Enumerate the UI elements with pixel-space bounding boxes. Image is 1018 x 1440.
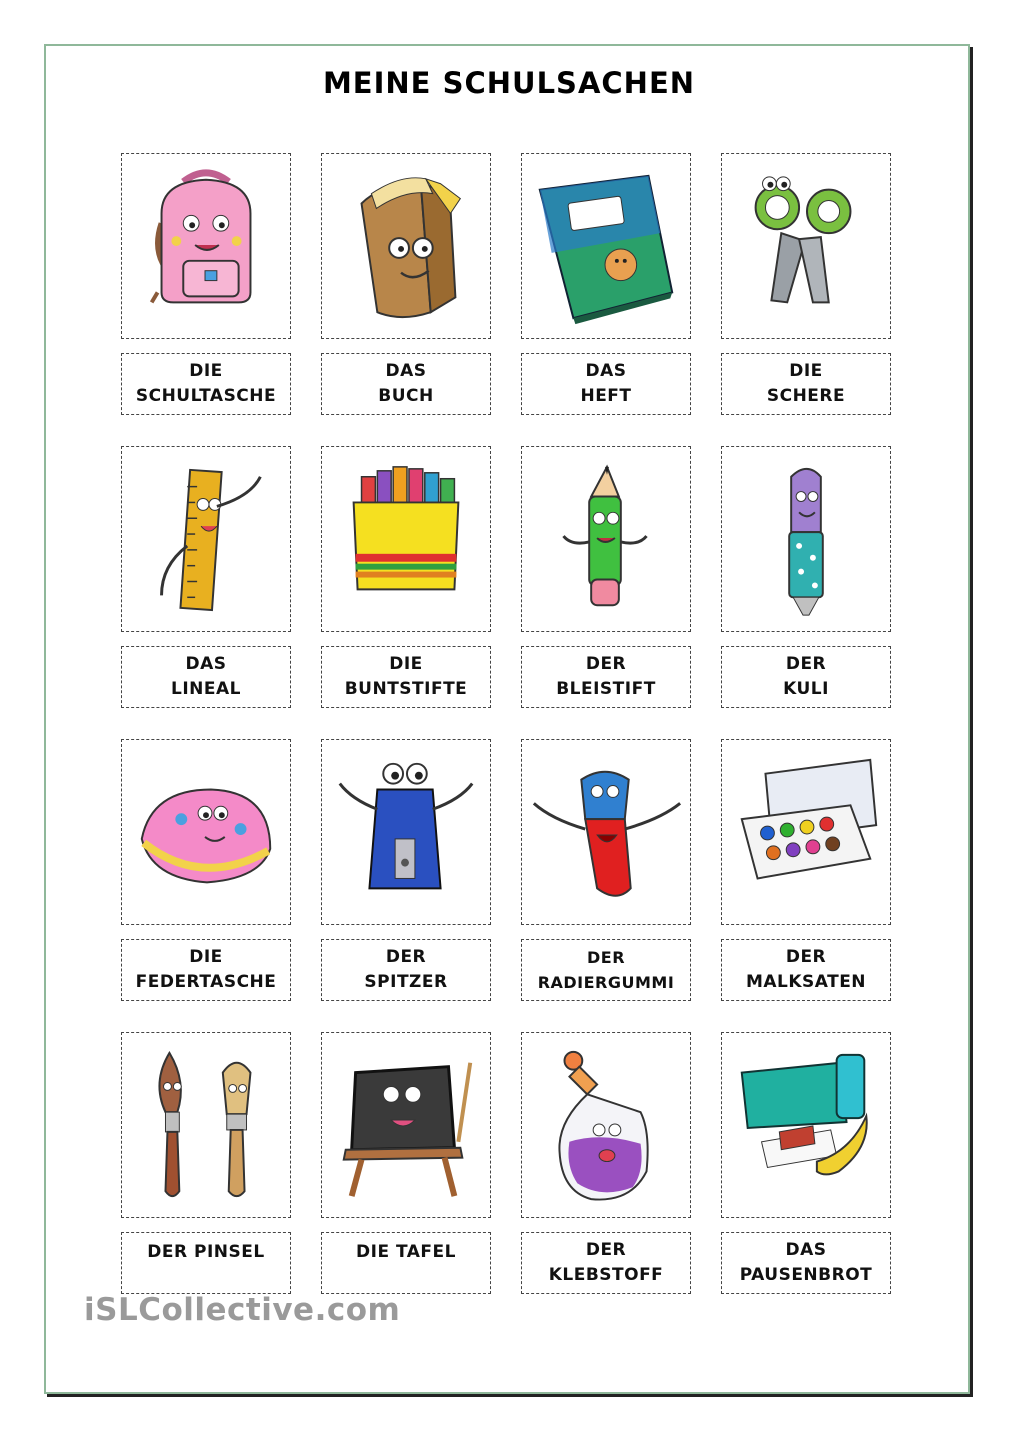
pencil-case-icon [122, 740, 290, 924]
label-line1: DER [586, 948, 626, 967]
label-buch [321, 353, 491, 415]
backpack-icon [122, 154, 290, 338]
label-line1: DIE TAFEL [356, 1242, 456, 1262]
label-line1: DIE [389, 654, 423, 674]
label-buntstifte [321, 646, 491, 708]
label-line1: DAS [185, 654, 227, 674]
pencil-card [521, 446, 691, 632]
scissors-icon [722, 154, 890, 338]
label-pinsel [121, 1232, 291, 1294]
lunch-card [721, 1032, 891, 1218]
label-line1: DER [585, 1240, 627, 1260]
label-line2: BUCH [378, 386, 434, 406]
label-line1: DIE [189, 361, 223, 381]
label-spitzer [321, 939, 491, 1001]
glue-icon [522, 1033, 690, 1217]
glue-card [521, 1032, 691, 1218]
label-bleistift [521, 646, 691, 708]
blackboard-card [321, 1032, 491, 1218]
lunch-icon [722, 1033, 890, 1217]
label-line2: BUNTSTIFTE [344, 679, 468, 699]
paintbrush-icon [122, 1033, 290, 1217]
label-line2: PAUSENBROT [739, 1265, 873, 1285]
label-tafel [321, 1232, 491, 1294]
label-federtasche [121, 939, 291, 1001]
label-line1: DER [785, 654, 827, 674]
book-card [321, 153, 491, 339]
crayons-icon [322, 447, 490, 631]
label-line2: KULI [783, 679, 829, 699]
label-heft [521, 353, 691, 415]
sharpener-card [321, 739, 491, 925]
label-schere [721, 353, 891, 415]
label-line2: FEDERTASCHE [135, 972, 277, 992]
sharpener-icon [322, 740, 490, 924]
label-kuli [721, 646, 891, 708]
page-title: MEINE SCHULSACHEN [322, 66, 696, 100]
paint-box-card [721, 739, 891, 925]
label-line1: DER [385, 947, 427, 967]
label-line2: SCHULTASCHE [135, 386, 277, 406]
ruler-card [121, 446, 291, 632]
label-line1: DAS [585, 361, 627, 381]
label-line1: DIE [189, 947, 223, 967]
label-malksaten [721, 939, 891, 1001]
label-line2: SCHERE [766, 386, 846, 406]
eraser-card [521, 739, 691, 925]
label-line1: DER PINSEL [147, 1242, 265, 1262]
eraser-icon [522, 740, 690, 924]
label-line2: HEFT [580, 386, 632, 406]
label-line1: DER [585, 654, 627, 674]
paint-box-icon [722, 740, 890, 924]
ruler-icon [122, 447, 290, 631]
paintbrush-card [121, 1032, 291, 1218]
label-pausenbrot [721, 1232, 891, 1294]
label-line2: RADIERGUMMI [537, 973, 675, 992]
notebook-icon [522, 154, 690, 338]
label-line1: DER [785, 947, 827, 967]
label-lineal [121, 646, 291, 708]
label-line2: KLEBSTOFF [548, 1265, 664, 1285]
label-klebstoff [521, 1232, 691, 1294]
backpack-card [121, 153, 291, 339]
label-line2: SPITZER [364, 972, 448, 992]
blackboard-icon [322, 1033, 490, 1217]
pencil-icon [522, 447, 690, 631]
pencil-case-card [121, 739, 291, 925]
label-schultasche [121, 353, 291, 415]
watermark-text: iSLCollective.com [84, 1292, 401, 1328]
scissors-card [721, 153, 891, 339]
label-line1: DAS [785, 1240, 827, 1260]
pen-icon [722, 447, 890, 631]
label-line2: LINEAL [171, 679, 241, 699]
label-line2: MALKSATEN [745, 972, 867, 992]
notebook-card [521, 153, 691, 339]
label-line1: DAS [385, 361, 427, 381]
label-line2: BLEISTIFT [556, 679, 656, 699]
label-radiergummi [521, 939, 691, 1001]
book-icon [322, 154, 490, 338]
crayons-card [321, 446, 491, 632]
pen-card [721, 446, 891, 632]
label-line1: DIE [789, 361, 823, 381]
